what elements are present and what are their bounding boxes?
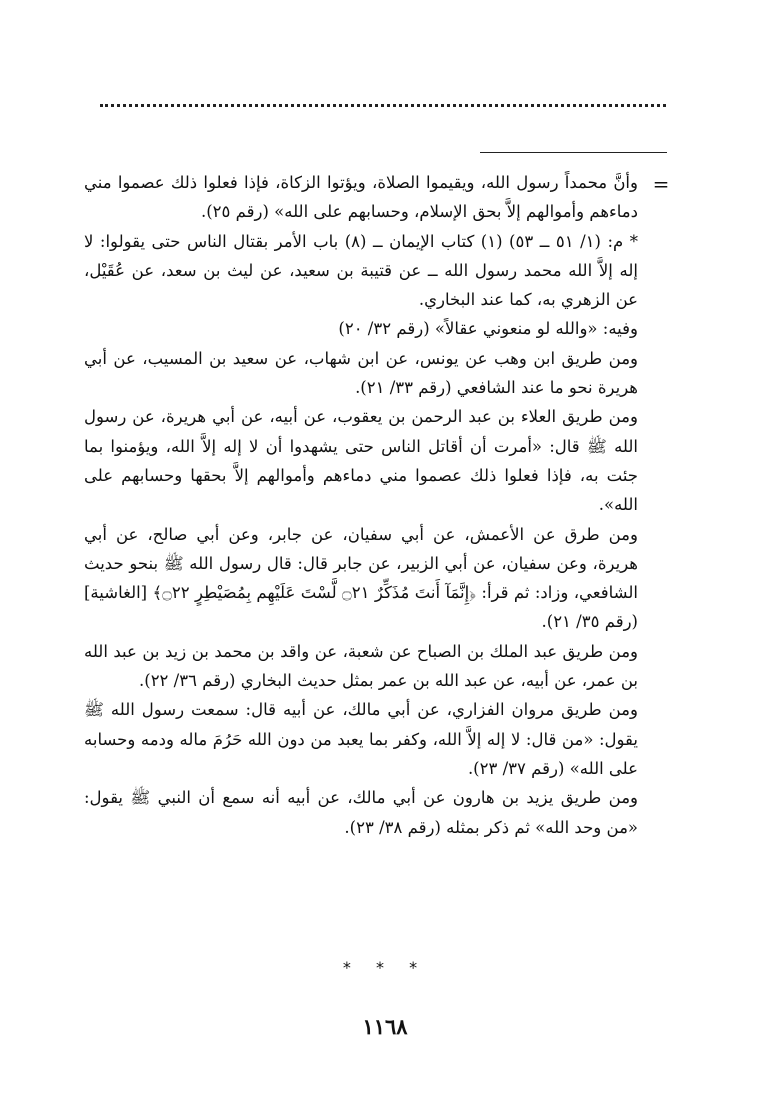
paragraph-8: ومن طريق مروان الفزاري، عن أبي مالك، عن أبيه قال: سمعت رسول الله ﷺ يقول: «من قال: لا إله إلاَّ الله، وكفر بما يعبد من دون الله حَرُمَ ماله ودمه وحسابه على الله» (رقم ٣٧/ ٢٣). (84, 700, 638, 778)
continuation-mark: = (652, 172, 670, 196)
footnote-text (84, 168, 638, 842)
paragraph-3: وفيه: «والله لو منعوني عقالاً» (رقم ٣٢/ ٢٠) (338, 319, 638, 339)
paragraph-6: ومن طرق عن الأعمش، عن أبي سفيان، عن جابر، وعن أبي صالح، عن أبي هريرة، وعن سفيان، عن أبي الزبير، عن جابر قال: قال رسول الله ﷺ بنحو حديث الشافعي، وزاد: ثم قرأ: ﴿إِنَّمَآ أَنتَ مُذَكِّرٌ ۝٢١ لَّسْتَ عَلَيْهِم بِمُصَيْطِرٍ ۝٢٢﴾ [الغاشية] (رقم ٣٥/ ٢١). (84, 524, 638, 632)
paragraph-9: ومن طريق يزيد بن هارون عن أبي مالك، عن أبيه أنه سمع أن النبي ﷺ يقول: «من وحد الله» ثم ذكر بمثله (رقم ٣٨/ ٢٣). (84, 788, 638, 837)
paragraph-1: وأنَّ محمداً رسول الله، ويقيموا الصلاة، ويؤتوا الزكاة، فإذا فعلوا ذلك عصموا مني دماءهم وأموالهم إلاَّ بحق الإسلام، وحسابهم على الله» (رقم ٢٥). (84, 173, 638, 222)
section-separator: * * * (342, 958, 428, 977)
paragraph-2: * م: (١/ ٥١ ــ ٥٣) (١) كتاب الإيمان ــ (٨) باب الأمر بقتال الناس حتى يقولوا: لا إله إلاَّ الله محمد رسول الله ــ عن قتيبة بن سعيد، عن ليث بن سعد، عن عُقَيْل، عن الزهري به، كما عند البخاري. (84, 231, 638, 310)
paragraph-7: ومن طريق عبد الملك بن الصباح عن شعبة، عن واقد بن محمد بن زيد بن عبد الله بن عمر، عن أبيه، عن عبد الله بن عمر بمثل حديث البخاري (رقم ٣٦/ ٢٢). (84, 641, 638, 691)
page-number: ١١٦٨ (362, 1014, 408, 1039)
paragraph-5: ومن طريق العلاء بن عبد الرحمن بن يعقوب، عن أبيه، عن أبي هريرة، عن رسول الله ﷺ قال: «أمرت أن أقاتل الناس حتى يشهدوا أن لا إله إلاَّ الله، ويؤمنوا بما جئت به، فإذا فعلوا ذلك عصموا مني دماءهم وأموالهم إلاَّ بحقها وحسابهم على الله». (84, 407, 638, 515)
paragraph-4: ومن طريق ابن وهب عن يونس، عن ابن شهاب، عن سعيد بن المسيب، عن أبي هريرة نحو ما عند الشافعي (رقم ٣٣/ ٢١). (84, 348, 638, 398)
footnote-separator-rule (480, 152, 667, 153)
header-dotted-line (100, 104, 666, 107)
